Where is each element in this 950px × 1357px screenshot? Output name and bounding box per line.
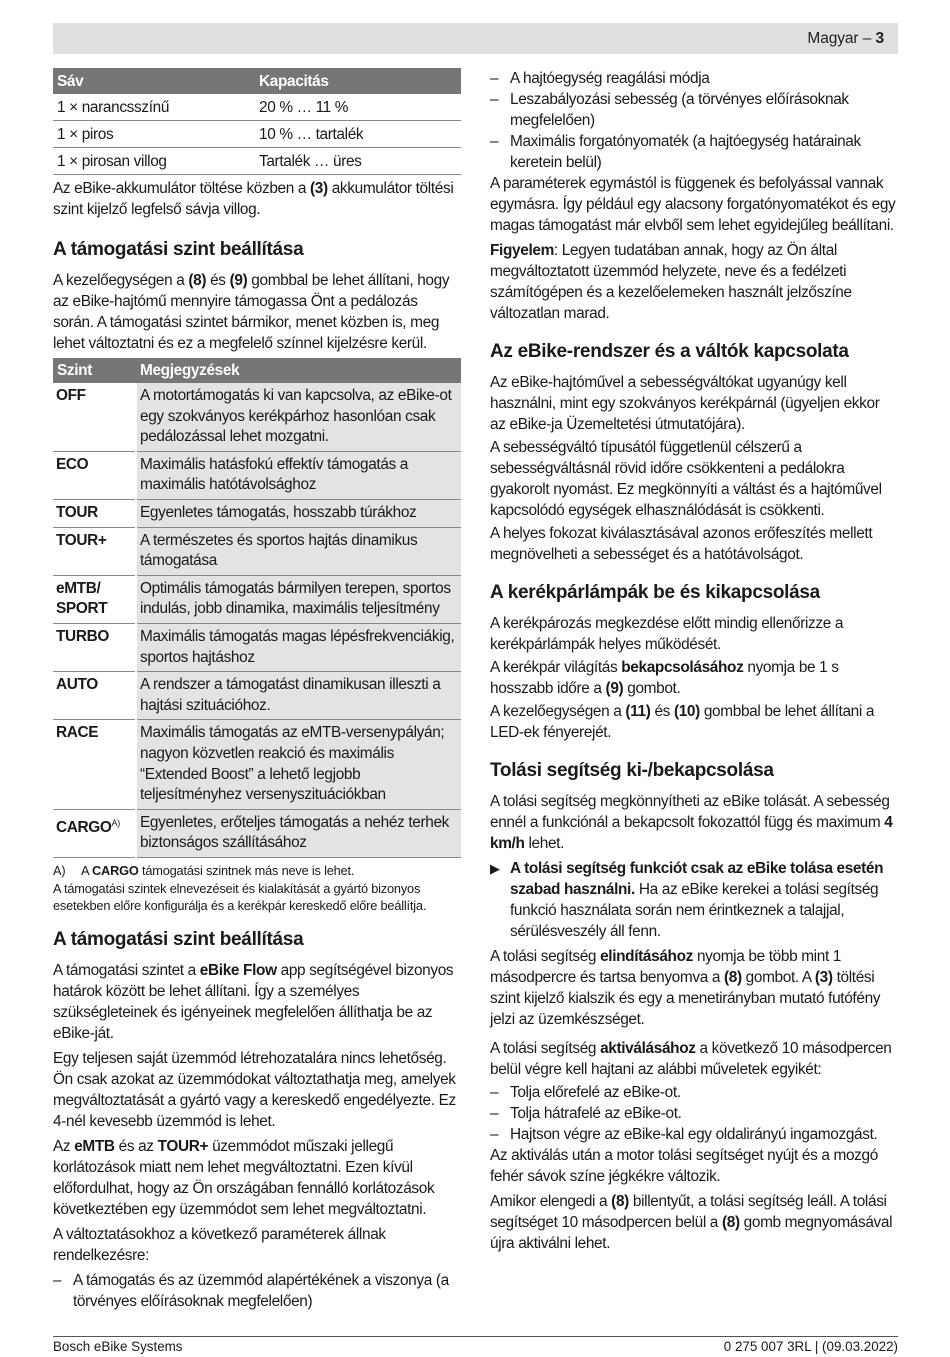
section-heading-support-level: A támogatási szint beállítása	[53, 239, 304, 260]
list-item: – A támogatás és az üzemmód alapértékének a viszonya (a törvényes előírásoknak megfelelően)	[53, 1270, 461, 1312]
table-row: $CARGO^{A)}$ Egyenletes, erőteljes támogatás a nehéz terhek biztonságos szállításához	[53, 809, 461, 857]
depend-paragraph: A paraméterek egymástól is függenek és befolyással vannak egymásra. Így például egy alacsony forgatónyomatékot és egy magas támogatást már elvből sem lehet egyidejűleg beállítani.	[490, 175, 896, 234]
footer-divider	[53, 1336, 898, 1337]
emtb-paragraph: Az eMTB és az TOUR+ üzemmódot műszaki jellegű korlátozások miatt nem lehet megváltoztatni. Ezen kívül előfordulhat, hogy az Ön országában fennálló korlátozások következtében egy üzemmódot sem lehet megváltoztatni.	[53, 1137, 435, 1218]
lights-paragraph-2: A kerékpár világítás bekapcsolásához nyomja be 1 s hosszabb időre a (9) gombot.	[490, 659, 839, 697]
table-row: AUTO A rendszer a támogatást dinamikusan illeszti a hajtási szituációhoz.	[53, 672, 461, 720]
table-row: TURBO Maximális támogatás magas lépésfrekvenciákig, sportos hajtáshoz	[53, 623, 461, 671]
list-item: – Tolja hátrafelé az eBike-ot.	[490, 1103, 898, 1124]
lights-paragraph-1: A kerékpározás megkezdése előtt mindig ellenőrizze a kerékpárlámpák helyes működését.	[490, 615, 844, 653]
gears-paragraph-1: Az eBike-hajtóművel a sebességváltókat ugyanúgy kell használni, mint egy szokványos kerékpárnál (ügyeljen ekkor az eBike-ja Üzemeltetési útmutatójára).	[490, 374, 880, 433]
table-note: A támogatási szintek elnevezéseit és kialakítását a gyártó bizonyos esetekben előre konfigurálja és a kerékpár kereskedő előre beállítja.	[53, 880, 427, 913]
params-list-right	[490, 68, 898, 173]
capacity-table	[53, 68, 461, 175]
list-item: – Hajtson végre az eBike-kal egy oldalirányú ingamozgást.	[490, 1124, 898, 1145]
gears-paragraph-3: A helyes fokozat kiválasztásával azonos erőfeszítés mellett megnövelheti a sebességet és a hatótávolságot.	[490, 525, 873, 563]
attention-paragraph: Figyelem: Legyen tudatában annak, hogy az Ön által megváltoztatott üzemmód helyzete, neve és a fedélzeti számítógépen és a kezelőelemeken használt jelzőszíne változatlan marad.	[490, 242, 852, 322]
table-row: 1 × narancsszínű 20 % … 11 %	[53, 94, 461, 121]
section-heading-push-assist: Tolási segítség ki-/bekapcsolása	[490, 760, 774, 781]
footer-doc-number: 0 275 007 3RL | (09.03.2022)	[723, 1339, 898, 1354]
table-row: 1 × piros 10 % … tartalék	[53, 121, 461, 148]
warning-paragraph: ▶ A tolási segítség funkciót csak az eBike tolása esetén szabad használni. Ha az eBike kerekei a tolási segítség funkció használata során nem érintkeznek a talajjal, sérülésveszély áll fenn.	[490, 860, 884, 940]
push-paragraph-3: A tolási segítség aktiválásához a következő 10 másodpercen belül végre kell hajtani az alábbi műveletek egyikét:	[490, 1040, 892, 1078]
list-item: – Maximális forgatónyomaték (a hajtóegység határainak keretein belül)	[490, 131, 898, 173]
app-paragraph: A támogatási szintet a eBike Flow app segítségével bizonyos határok között be lehet állítani. Így a személyes szükségleteinek és igényeinek megfelelően állíthatja be az eBike-ját.	[53, 961, 454, 1042]
section-heading-support-level-2: A támogatási szint beállítása	[53, 928, 304, 950]
push-paragraph-1: A tolási segítség megkönnyítheti az eBike tolását. A sebesség ennél a funkciónál a bekapcsolt fokozattól függ és maximum 4 km/h lehet.	[490, 793, 893, 852]
charge-paragraph: Az eBike-akkumulátor töltése közben a (3) akkumulátor töltési szint kijelző legfelső sávja villog.	[53, 180, 454, 218]
support-level-paragraph: A kezelőegységen a (8) és (9) gombbal be lehet állítani, hogy az eBike-hajtómű mennyire támogassa Önt a pedálozás során. A támogatási szintet bármikor, menet közben is, meg lehet változtatni és ez a megfelelő színnel kijelzésre kerül.	[53, 272, 450, 352]
lights-paragraph-3: A kezelőegységen a (11) és (10) gombbal be lehet állítani a LED-ek fényerejét.	[490, 703, 875, 741]
footer-company: Bosch eBike Systems	[53, 1339, 183, 1354]
header-text: Magyar – 3	[807, 30, 884, 47]
table-row: TOUR Egyenletes támogatás, hosszabb túrákhoz	[53, 499, 461, 527]
push-paragraph-4: Az aktiválás után a motor tolási segítséget nyújt és a mozgó fehér sávok színe jégkékre változik.	[490, 1147, 878, 1185]
left-column	[53, 68, 461, 1312]
list-item: – A hajtóegység reagálási módja	[490, 68, 898, 89]
capacity-header-capacity: Kapacitás	[255, 68, 461, 94]
table-row: OFF A motortámogatás ki van kapcsolva, az eBike-ot egy szokványos kerékpárhoz hasonlóan csak pedálozással lehet mozgatni.	[53, 383, 461, 451]
own-mode-paragraph: Egy teljesen saját üzemmód létrehozatalára nincs lehetőség. Ön csak azokat az üzemmódokat változtathatja meg, amelyek megváltoztatását a gyártó vagy a kereskedő engedélyezte. Ez 4-nél kevesebb üzemmód is lehet.	[53, 1049, 456, 1130]
table-row: 1 × pirosan villog Tartalék … üres	[53, 148, 461, 175]
push-actions-list	[490, 1082, 898, 1145]
triangle-right-icon: ▶	[490, 861, 500, 876]
section-heading-lights: A kerékpárlámpák be és kikapcsolása	[490, 582, 820, 603]
right-column	[490, 68, 898, 1256]
push-paragraph-5: Amikor elengedi a (8) billentyűt, a tolási segítség leáll. A tolási segítséget 10 másodpercen belül a (8) gomb megnyomásával újra aktiválni lehet.	[490, 1193, 893, 1252]
list-item: – Tolja előrefelé az eBike-ot.	[490, 1082, 898, 1103]
list-item: – Leszabályozási sebesség (a törvényes előírásoknak megfelelően)	[490, 89, 898, 131]
table-row: ECO Maximális hatásfokú effektív támogatás a maximális hatótávolsághoz	[53, 451, 461, 499]
params-list-left	[53, 1270, 461, 1312]
push-paragraph-2: A tolási segítség elindításához nyomja be több mint 1 másodpercre és tartsa benyomva a (8) gombot. A (3) töltési szint kijelző kialszik és egy a menetirányban mutató futófény jelzi az üzemkészséget.	[490, 948, 881, 1028]
section-heading-gears: Az eBike-rendszer és a váltók kapcsolata	[490, 341, 849, 362]
levels-header-notes: Megjegyzések	[136, 358, 461, 383]
gears-paragraph-2: A sebességváltó típusától függetlenül célszerű a sebességváltásnál rövid időre csökkenteni a pedálokra gyakorolt nyomást. Ez megkönnyíti a váltást és a hajtóművel kapcsolódó egységek elhasználódását is csökkenti.	[490, 439, 882, 519]
table-row: TOUR+ A természetes és sportos hajtás dinamikus támogatása	[53, 527, 461, 575]
table-footnote: A) A CARGO támogatási szintnek más neve is lehet.	[53, 862, 355, 878]
levels-header-level: Szint	[53, 358, 136, 383]
table-row: eMTB/ SPORT Optimális támogatás bármilyen terepen, sportos indulás, jobb dinamika, maximális teljesítmény	[53, 575, 461, 623]
params-paragraph: A változtatásokhoz a következő paraméterek állnak rendelkezésre:	[53, 1225, 386, 1264]
capacity-header-band: Sáv	[53, 68, 255, 94]
table-row: RACE Maximális támogatás az eMTB-versenypályán; nagyon közvetlen reakció és maximális “Extended Boost” a lehető legjobb teljesítményhez versenyszituációkban	[53, 720, 461, 809]
support-levels-table	[53, 358, 461, 858]
page-header	[53, 23, 898, 54]
